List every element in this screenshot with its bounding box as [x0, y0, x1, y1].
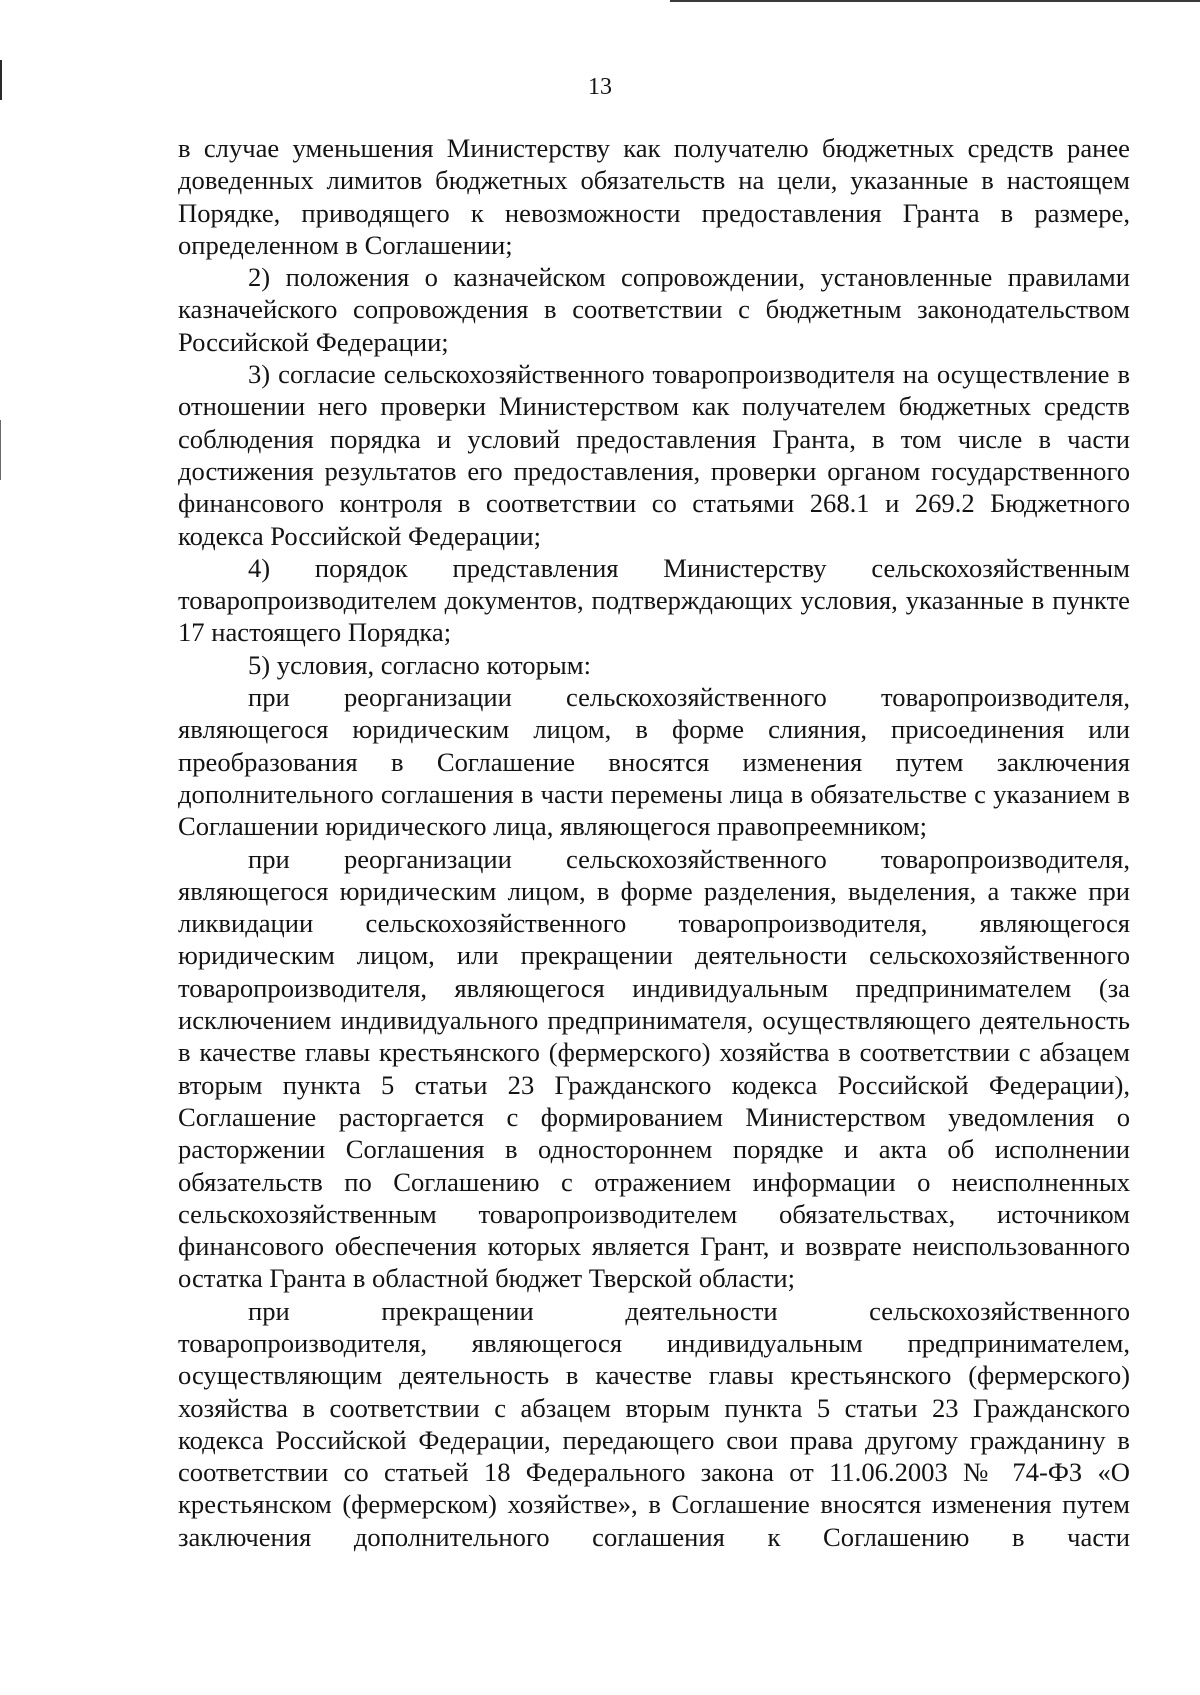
- paragraph-reorganization-division: при реорганизации сельскохозяйственного товаропроизводителя, являющегося юридическим лицом, в форме разделения, выделения, а также при ликвидации сельскохозяйственного товаропроизводителя, являющегося юридическим лицом, или прекращении деятельности сельскохозяйственного товаропроизводителя, являющегося индивидуальным предпринимателем (за исключением индивидуального предпринимателя, осуществляющего деятельность в качестве главы крестьянского (фермерского) хозяйства в соответствии с абзацем вторым пункта 5 статьи 23 Гражданского кодекса Российской Федерации), Соглашение расторгается с формированием Министерством уведомления о расторжении Соглашения в одностороннем порядке и акта об исполнении обязательств по Соглашению с отражением информации о неисполненных сельскохозяйственным товаропроизводителем обязательствах, источником финансового обеспечения которых является Грант, и возврате неиспользованного остатка Гранта в областной бюджет Тверской области;: [178, 843, 1130, 1294]
- paragraph-item-2: 2) положения о казначейском сопровождении, установленные правилами казначейского сопровождения в соответствии с бюджетным законодательством Российской Федерации;: [178, 262, 1130, 357]
- paragraph-reorganization-merger: при реорганизации сельскохозяйственного товаропроизводителя, являющегося юридическим лицом, в форме слияния, присоединения или преобразования в Соглашение вносятся изменения путем заключения дополнительного соглашения в части перемены лица в обязательстве с указанием в Соглашении юридического лица, являющегося правопреемником;: [178, 682, 1130, 842]
- paragraph-item-4: 4) порядок представления Министерству сельскохозяйственным товаропроизводителем документов, подтверждающих условия, указанные в пункте 17 настоящего Порядка;: [178, 552, 1130, 648]
- page-number: 13: [588, 74, 612, 100]
- document-body: [178, 132, 1130, 1553]
- paragraph-item-5: 5) условия, согласно которым:: [248, 649, 591, 680]
- paragraph-termination-farm: при прекращении деятельности сельскохозяйственного товаропроизводителя, являющегося индивидуальным предпринимателем, осуществляющим деятельность в качестве главы крестьянского (фермерского) хозяйства в соответствии с абзацем вторым пункта 5 статьи 23 Гражданского кодекса Российской Федерации, передающего свои права другому гражданину в соответствии со статьей 18 Федерального закона от 11.06.2003 № 74-ФЗ «О крестьянском (фермерском) хозяйстве», в Соглашение вносятся изменения путем заключения дополнительного соглашения к Соглашению в части: [178, 1295, 1130, 1552]
- paragraph-continuation: в случае уменьшения Министерству как получателю бюджетных средств ранее доведенных лимитов бюджетных обязательств на цели, указанные в настоящем Порядке, приводящего к невозможности предоставления Гранта в размере, определенном в Соглашении;: [178, 133, 1130, 260]
- paragraph-item-3: 3) согласие сельскохозяйственного товаропроизводителя на осуществление в отношении него проверки Министерством как получателем бюджетных средств соблюдения порядка и условий предоставления Гранта, в том числе в части достижения результатов его предоставления, проверки органом государственного финансового контроля в соответствии со статьями 268.1 и 269.2 Бюджетного кодекса Российской Федерации;: [178, 359, 1130, 551]
- scan-edge-top: [670, 0, 1200, 2]
- scan-edge-left-mark: [0, 420, 1, 480]
